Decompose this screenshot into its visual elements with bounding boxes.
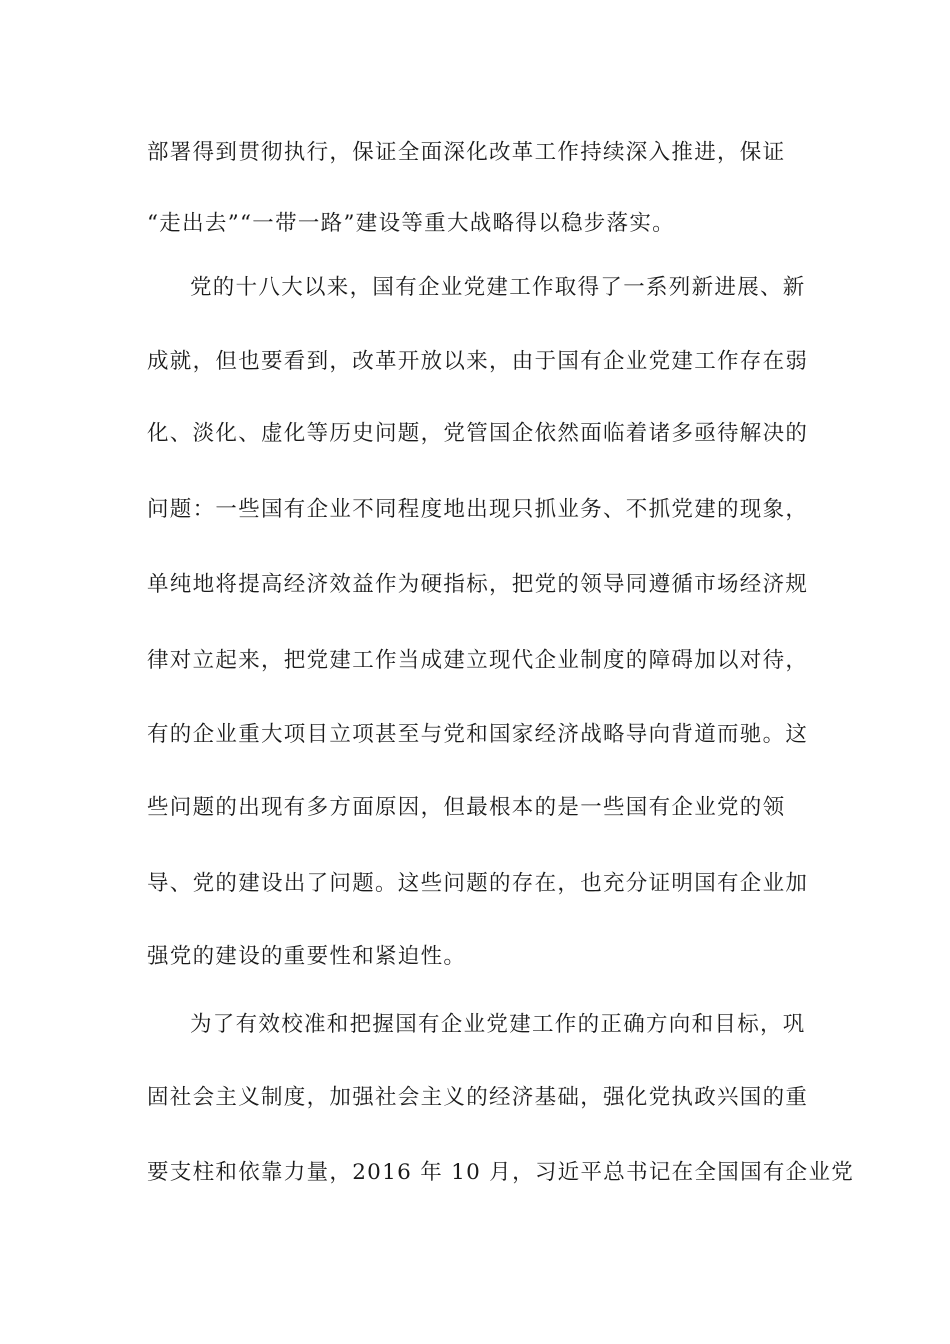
text-line: 强党的建设的重要性和紧迫性。 — [147, 944, 467, 969]
text-line: 问题：一些国有企业不同程度地出现只抓业务、不抓党建的现象， — [147, 497, 809, 522]
text-line: 些问题的出现有多方面原因，但最根本的是一些国有企业党的领 — [147, 795, 786, 820]
text-line: 导、党的建设出了问题。这些问题的存在，也充分证明国有企业加 — [147, 871, 809, 896]
text-line: 固社会主义制度，加强社会主义的经济基础，强化党执政兴国的重 — [147, 1085, 809, 1110]
text-line: 要支柱和依靠力量，2016 年 10 月，习近平总书记在全国国有企业党 — [147, 1160, 855, 1185]
paragraph-first-line: 为了有效校准和把握国有企业党建工作的正确方向和目标，巩 — [190, 1012, 806, 1037]
text-line: 单纯地将提高经济效益作为硬指标，把党的领导同遵循市场经济规 — [147, 572, 809, 597]
text-line: 化、淡化、虚化等历史问题，党管国企依然面临着诸多亟待解决的 — [147, 421, 809, 446]
text-line: 成就，但也要看到，改革开放以来，由于国有企业党建工作存在弱 — [147, 349, 809, 374]
text-line: “走出去”“一带一路”建设等重大战略得以稳步落实。 — [147, 211, 675, 236]
paragraph-first-line: 党的十八大以来，国有企业党建工作取得了一系列新进展、新 — [190, 275, 806, 300]
text-line: 部署得到贯彻执行，保证全面深化改革工作持续深入推进，保证 — [147, 140, 786, 165]
text-line: 律对立起来，把党建工作当成建立现代企业制度的障碍加以对待， — [147, 648, 809, 673]
text-line: 有的企业重大项目立项甚至与党和国家经济战略导向背道而驰。这 — [147, 722, 809, 747]
